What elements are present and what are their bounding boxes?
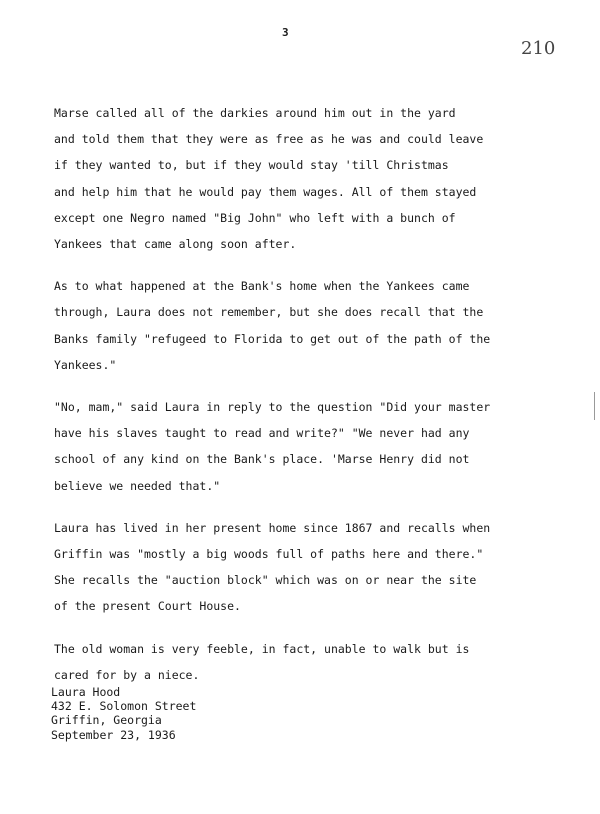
- signature-block: [51, 685, 196, 742]
- paragraph-2: [54, 273, 554, 378]
- paragraph-1: [54, 100, 554, 257]
- text-line: and help him that he would pay them wages. All of them stayed: [54, 184, 477, 199]
- text-line: school of any kind on the Bank's place. 'Marse Henry did not: [54, 452, 470, 467]
- signature-date: September 23, 1936: [51, 727, 176, 742]
- document-body: [54, 100, 554, 688]
- paragraph-5: [54, 636, 554, 688]
- text-line: Laura has lived in her present home since 1867 and recalls when: [54, 520, 491, 535]
- text-line: of the present Court House.: [54, 599, 241, 614]
- text-line: believe we needed that.": [54, 478, 221, 493]
- text-line: if they wanted to, but if they would stay 'till Christmas: [54, 158, 449, 173]
- text-line: and told them that they were as free as he was and could leave: [54, 132, 484, 147]
- margin-mark: [594, 392, 595, 420]
- text-line: Griffin was "mostly a big woods full of paths here and there.": [54, 547, 484, 562]
- text-line: Marse called all of the darkies around him out in the yard: [54, 106, 456, 120]
- signature-name: Laura Hood: [51, 685, 121, 699]
- text-line: have his slaves taught to read and write?" "We never had any: [54, 426, 470, 441]
- text-line: She recalls the "auction block" which was on or near the site: [54, 573, 477, 588]
- signature-street: 432 E. Solomon Street: [51, 699, 197, 714]
- signature-city: Griffin, Georgia: [51, 713, 162, 728]
- text-line: "No, mam," said Laura in reply to the question "Did your master: [54, 400, 491, 415]
- folio-number: 210: [521, 38, 556, 59]
- text-line: The old woman is very feeble, in fact, unable to walk but is: [54, 641, 470, 656]
- text-line: except one Negro named "Big John" who left with a bunch of: [54, 210, 456, 225]
- paragraph-3: [54, 394, 554, 499]
- text-line: Yankees that came along soon after.: [54, 237, 297, 252]
- text-line: Banks family "refugeed to Florida to get out of the path of the: [54, 331, 491, 346]
- text-line: cared for by a niece.: [54, 667, 200, 682]
- text-line: through, Laura does not remember, but she does recall that the: [54, 305, 484, 320]
- page-number: 3: [282, 26, 289, 39]
- text-line: Yankees.": [54, 357, 117, 372]
- paragraph-4: [54, 515, 554, 620]
- text-line: As to what happened at the Bank's home when the Yankees came: [54, 279, 470, 294]
